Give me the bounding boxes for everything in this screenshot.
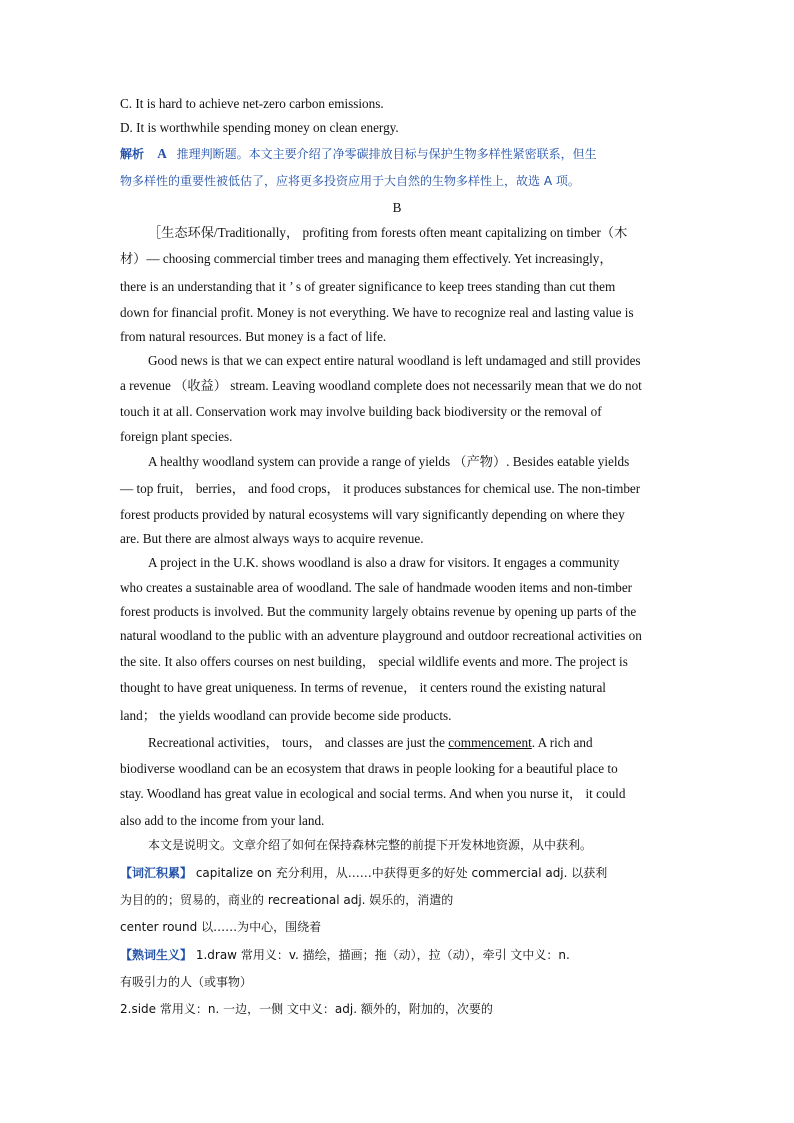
passage-line: stay. Woodland has great value in ecological and social terms. And when you nurse it， it could [120,786,626,801]
passage-line: forest products is involved. But the community largely obtains revenue by opening up parts of the [120,604,637,619]
passage-line: who creates a sustainable area of woodland. The sale of handmade wooden items and non-timber [120,580,633,595]
option-c: C. It is hard to achieve net-zero carbon emissions. [120,96,384,111]
passage-line: also add to the income from your land. [120,813,325,828]
analysis-line-1 [120,145,597,163]
passage-line: land； the yields woodland can provide become side products. [120,708,452,723]
passage-line-text: Recreational activities， tours， and classes are just the [148,735,449,750]
analysis-answer: A [157,146,167,161]
analysis-text-1: 推理判断题。本文主要介绍了净零碳排放目标与保护生物多样性紧密联系，但生 [176,147,597,161]
shuci-label: 【熟词生义】 [120,948,193,962]
shuci-text-2: 有吸引力的人（或事物） [120,975,253,989]
passage-line: A project in the U.K. shows woodland is also a draw for visitors. It engages a community [148,555,620,570]
vocab-label: 【词汇积累】 [120,866,193,880]
passage-line: ［生态环保/Traditionally， profiting from forests often meant capitalizing on timber（木 [148,225,628,240]
shuci-text-3: 2.side 常用义：n. 一边，一侧 文中义：adj. 额外的，附加的，次要的 [120,1002,493,1016]
passage-line: a revenue （收益） stream. Leaving woodland complete does not necessarily mean that we do not [120,378,642,393]
passage-line: Good news is that we can expect entire natural woodland is left undamaged and still provides [148,353,641,368]
vocab-text-3: center round 以……为中心，围绕着 [120,920,322,934]
passage-line: down for financial profit. Money is not everything. We have to recognize real and lasting value is [120,305,634,320]
passage-line: there is an understanding that it ’ s of greater significance to keep trees standing than cut them [120,279,616,294]
shuci-line-1 [120,946,570,964]
passage-line-text: . A rich and [531,735,593,750]
passage-line: are. But there are almost always ways to acquire revenue. [120,531,424,546]
vocab-line-1 [120,864,607,882]
passage-line: — top fruit， berries， and food crops， it produces substances for chemical use. The non-timber [120,481,641,496]
summary: 本文是说明文。文章介绍了如何在保持森林完整的前提下开发林地资源，从中获利。 [148,838,593,852]
passage-line: from natural resources. But money is a fact of life. [120,329,387,344]
analysis-label: 解析 [120,147,145,161]
vocab-text-2: 为目的的；贸易的，商业的 recreational adj. 娱乐的，消遣的 [120,893,454,907]
passage-line-commencement [148,734,593,752]
passage-line: biodiverse woodland can be an ecosystem that draws in people looking for a beautiful place to [120,761,618,776]
vocab-text-1: capitalize on 充分利用，从……中获得更多的好处 commercial adj. 以获利 [192,866,608,880]
passage-line: A healthy woodland system can provide a range of yields （产物）. Besides eatable yields [148,454,630,469]
passage-line: natural woodland to the public with an adventure playground and outdoor recreational activities on [120,628,642,643]
passage-line: 材）— choosing commercial timber trees and managing them effectively. Yet increasingly， [120,251,613,266]
analysis-text-2: 物多样性的重要性被低估了，应将更多投资应用于大自然的生物多样性上，故选 A 项。 [120,174,580,188]
underlined-word: commencement [448,735,532,750]
passage-line: the site. It also offers courses on nest building， special wildlife events and more. The project is [120,654,628,669]
shuci-text-1: 1.draw 常用义：v. 描绘，描画；拖（动），拉（动），牵引 文中义：n. [192,948,570,962]
passage-line: foreign plant species. [120,429,233,444]
passage-line: touch it at all. Conservation work may involve building back biodiversity or the removal of [120,404,602,419]
option-d: D. It is worthwhile spending money on clean energy. [120,120,399,135]
passage-line: forest products provided by natural ecosystems will vary significantly depending on where they [120,507,625,522]
passage-line: thought to have great uniqueness. In terms of revenue， it centers round the existing natural [120,680,606,695]
passage-label: B [392,200,402,215]
